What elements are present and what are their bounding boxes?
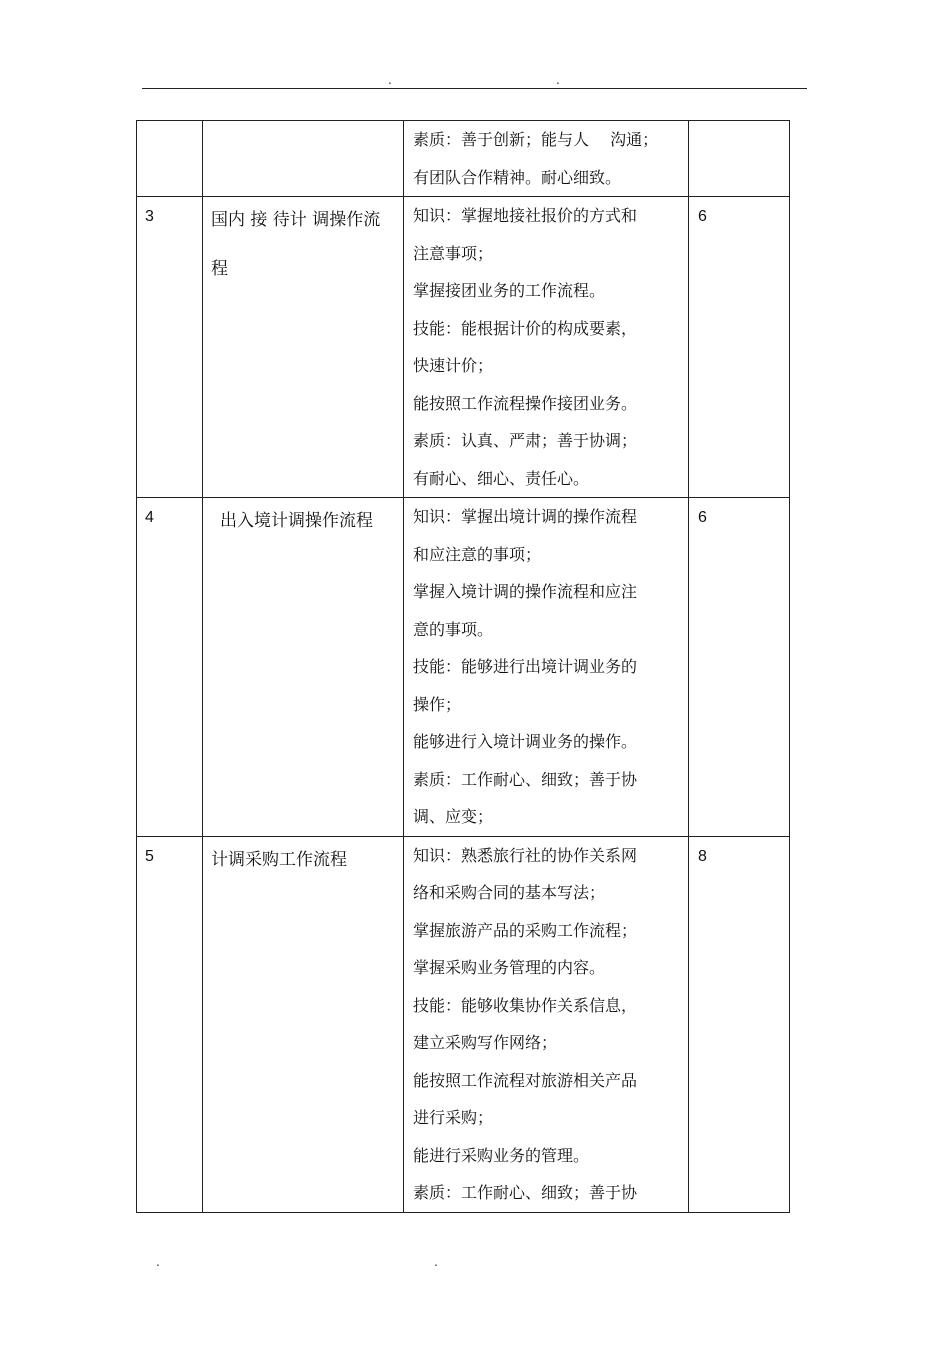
hours-cell: 6 bbox=[689, 498, 790, 837]
row-number-cell: 4 bbox=[137, 498, 203, 837]
hours-cell: 8 bbox=[689, 836, 790, 1212]
header-dot-right: . bbox=[556, 73, 560, 87]
content-line: 素质：善于创新；能与人 沟通； bbox=[413, 130, 659, 149]
content-line: 意的事项。 bbox=[413, 619, 494, 639]
content-line: 知识：掌握出境计调的操作流程 bbox=[413, 507, 638, 526]
content-line: 能按照工作流程对旅游相关产品 bbox=[413, 1070, 638, 1090]
content-line: 掌握旅游产品的采购工作流程； bbox=[413, 920, 638, 940]
content-line: 技能：能够收集协作关系信息， bbox=[413, 995, 638, 1015]
hours-cell: 6 bbox=[689, 197, 790, 498]
curriculum-table bbox=[136, 120, 790, 1213]
content-line: 素质：工作耐心、细致；善于协 bbox=[413, 1183, 638, 1202]
row-number-cell: 3 bbox=[137, 197, 203, 498]
table-row bbox=[137, 121, 790, 197]
content-line: 有团队合作精神。耐心细致。 bbox=[413, 167, 622, 187]
content-line: 技能：能够进行出境计调业务的 bbox=[413, 657, 638, 676]
content-cell bbox=[404, 121, 689, 197]
content-line: 掌握接团业务的工作流程。 bbox=[413, 281, 606, 300]
content-line: 建立采购写作网络； bbox=[413, 1033, 558, 1052]
content-cell bbox=[404, 836, 689, 1212]
footer-dot-right: . bbox=[434, 1255, 438, 1269]
content-line: 掌握采购业务管理的内容。 bbox=[413, 958, 606, 977]
content-line: 注意事项； bbox=[413, 243, 494, 263]
content-line: 能按照工作流程操作接团业务。 bbox=[413, 393, 638, 413]
topic-cell: 计调采购工作流程 bbox=[203, 836, 404, 1212]
row-number-cell bbox=[137, 121, 203, 197]
content-line: 技能：能根据计价的构成要素， bbox=[413, 318, 638, 338]
topic-cell: 国内 接 待计 调操作流程 bbox=[203, 197, 404, 498]
content-line: 能进行采购业务的管理。 bbox=[413, 1145, 590, 1165]
content-line: 快速计价； bbox=[413, 356, 494, 375]
content-line: 知识：掌握地接社报价的方式和 bbox=[413, 206, 638, 225]
content-cell bbox=[404, 498, 689, 837]
content-cell bbox=[404, 197, 689, 498]
table-row bbox=[137, 836, 790, 1212]
content-line: 进行采购； bbox=[413, 1108, 494, 1127]
content-line: 素质：工作耐心、细致；善于协 bbox=[413, 769, 638, 789]
footer-dot-left: . bbox=[156, 1255, 160, 1269]
header-rule bbox=[142, 88, 807, 89]
table-row bbox=[137, 498, 790, 837]
hours-cell bbox=[689, 121, 790, 197]
header-dot-left: . bbox=[388, 73, 392, 87]
content-line: 操作； bbox=[413, 694, 462, 714]
row-number-cell: 5 bbox=[137, 836, 203, 1212]
content-line: 素质：认真、严肃；善于协调； bbox=[413, 431, 638, 450]
table-row bbox=[137, 197, 790, 498]
content-line: 调、应变； bbox=[413, 807, 494, 826]
content-line: 能够进行入境计调业务的操作。 bbox=[413, 732, 638, 751]
content-line: 有耐心、细心、责任心。 bbox=[413, 468, 590, 488]
topic-cell: 出入境计调操作流程 bbox=[203, 498, 404, 837]
content-line: 知识：熟悉旅行社的协作关系网 bbox=[413, 845, 638, 865]
content-line: 掌握入境计调的操作流程和应注 bbox=[413, 582, 638, 601]
content-line: 络和采购合同的基本写法； bbox=[413, 883, 606, 902]
topic-cell bbox=[203, 121, 404, 197]
content-line: 和应注意的事项； bbox=[413, 544, 542, 564]
